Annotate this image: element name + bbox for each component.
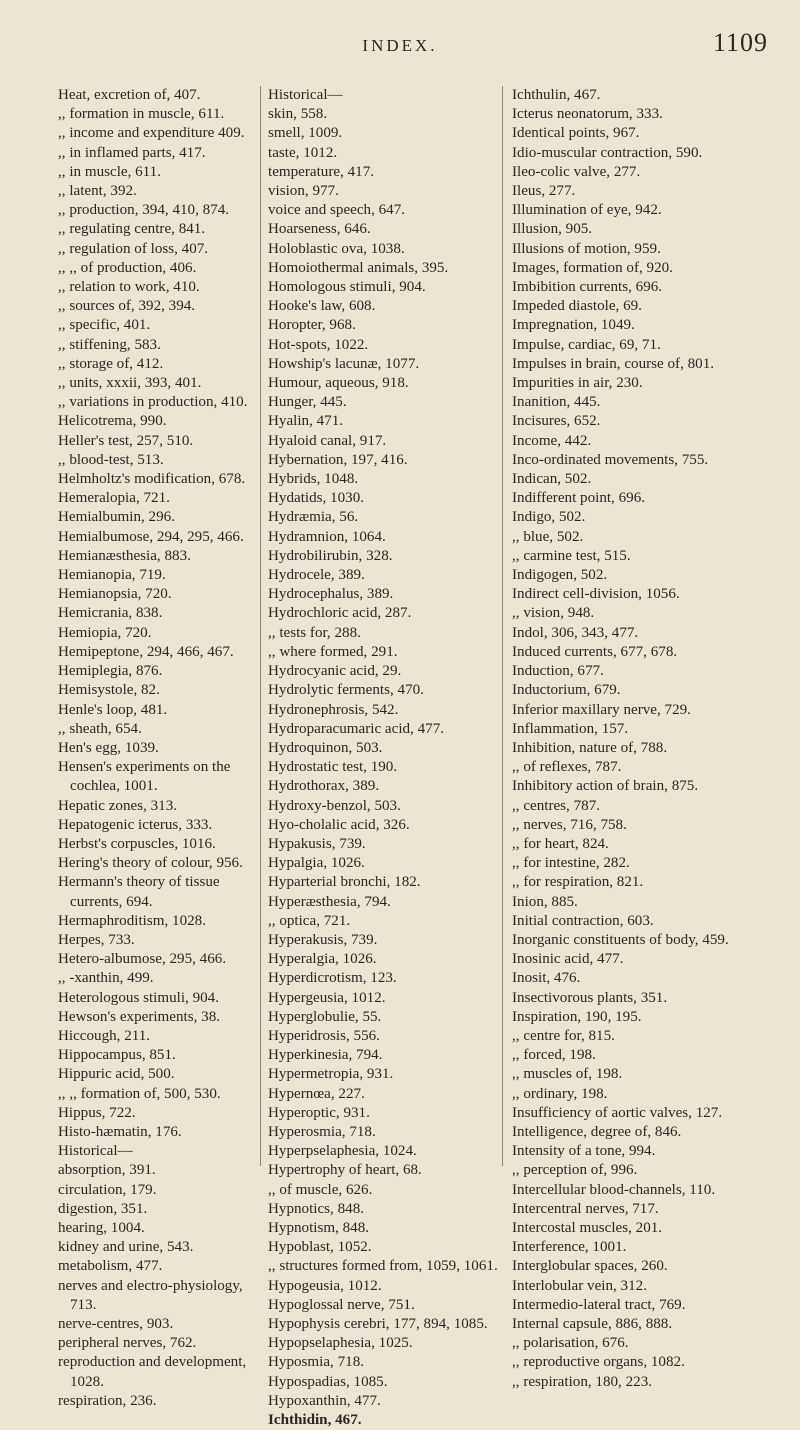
index-entry: ,, forced, 198. (512, 1047, 596, 1064)
index-entry: Intercellular blood-channels, 110. (512, 1181, 716, 1198)
index-entry: Icterus neonatorum, 333. (512, 106, 663, 123)
index-entry: Hypoxanthin, 477. (268, 1392, 381, 1409)
index-entry: Hydrobilirubin, 328. (268, 547, 393, 564)
index-entry: Hydrothorax, 389. (268, 778, 380, 795)
index-entry: Hydroparacumaric acid, 477. (268, 720, 445, 737)
index-entry: ,, in muscle, 611. (58, 163, 161, 180)
index-entry: Holoblastic ova, 1038. (268, 240, 405, 257)
index-entry: Hot-spots, 1022. (268, 336, 369, 353)
index-entry: Insufficiency of aortic valves, 127. (512, 1104, 723, 1121)
index-entry: Hypalgia, 1026. (268, 855, 365, 872)
index-entry: Hyperglobulie, 55. (268, 1008, 382, 1025)
index-entry: ,, for respiration, 821. (512, 874, 644, 891)
index-entry: Hypoblast, 1052. (268, 1239, 372, 1256)
index-entry: Helicotrema, 990. (58, 413, 167, 430)
index-entry: Hepatic zones, 313. (58, 797, 178, 814)
index-entry: Ichthulin, 467. (512, 87, 601, 103)
index-entry: Hyparterial bronchi, 182. (268, 874, 421, 891)
index-entry: Interlobular vein, 312. (512, 1277, 647, 1294)
index-entry: Inorganic constituents of body, 459. (512, 931, 729, 948)
index-entry: Hoarseness, 646. (268, 221, 371, 238)
index-entry: Heterologous stimuli, 904. (58, 989, 219, 1006)
index-entry: Hemeralopia, 721. (58, 490, 170, 507)
index-entry: ,, carmine test, 515. (512, 547, 631, 564)
index-entry: Impeded diastole, 69. (512, 298, 642, 315)
index-entry: Hepatogenic icterus, 333. (58, 816, 213, 833)
index-entry: Hyperdicrotism, 123. (268, 970, 397, 987)
index-entry: ,, sheath, 654. (58, 720, 142, 737)
index-entry: Intercostal muscles, 201. (512, 1219, 663, 1236)
index-entry: Herpes, 733. (58, 931, 135, 948)
index-entry: ,, centre for, 815. (512, 1027, 615, 1044)
index-entry: digestion, 351. (58, 1200, 148, 1217)
index-entry: ,, of reflexes, 787. (512, 759, 622, 776)
index-entry: Indican, 502. (512, 471, 592, 488)
index-entry: Hyalin, 471. (268, 413, 344, 430)
index-entry: ,, units, xxxii, 393, 401. (58, 375, 202, 392)
index-entry: Hypnotism, 848. (268, 1219, 370, 1236)
index-entry: Indigogen, 502. (512, 567, 608, 584)
index-column-3 (512, 86, 788, 1392)
index-entry: ,, stiffening, 583. (58, 336, 161, 353)
index-entry: temperature, 417. (268, 163, 375, 180)
index-entry: Hydrocyanic acid, 29. (268, 663, 402, 680)
index-entry: Inosinic acid, 477. (512, 951, 624, 968)
index-entry: Inhibition, nature of, 788. (512, 739, 668, 756)
index-entry: Images, formation of, 920. (512, 259, 673, 276)
index-entry: peripheral nerves, 762. (58, 1335, 197, 1352)
index-entry: ,, ,, formation of, 500, 530. (58, 1085, 221, 1102)
index-entry: Internal capsule, 886, 888. (512, 1316, 673, 1332)
index-entry: ,, production, 394, 410, 874. (58, 202, 230, 219)
index-entry: Interference, 1001. (512, 1239, 627, 1256)
index-entry: nerve-centres, 903. (58, 1316, 174, 1332)
index-entry: Hybrids, 1048. (268, 471, 359, 488)
index-entry: Indifferent point, 696. (512, 490, 646, 507)
running-title: INDEX. (362, 36, 438, 55)
index-entry: Hen's egg, 1039. (58, 739, 159, 756)
index-entry: ,, income and expenditure 409. (58, 125, 245, 142)
index-entry: Horopter, 968. (268, 317, 356, 334)
index-entry: Interglobular spaces, 260. (512, 1258, 668, 1275)
index-entry: Impulses in brain, course of, 801. (512, 355, 715, 372)
index-entry: Induced currents, 677, 678. (512, 643, 678, 660)
index-entry: Hypospadias, 1085. (268, 1373, 388, 1390)
index-entry: Hydroquinon, 503. (268, 739, 383, 756)
index-entry: Induction, 677. (512, 663, 604, 680)
index-entry: Hydroxy-benzol, 503. (268, 797, 401, 814)
index-entry: Illusions of motion, 959. (512, 240, 661, 257)
index-entry: ,, blue, 502. (512, 528, 584, 545)
index-entry: Hypoglossal nerve, 751. (268, 1296, 415, 1313)
index-entry: Hensen's experiments on the cochlea, 1001. (58, 759, 231, 795)
index-entry: ,, regulating centre, 841. (58, 221, 206, 238)
index-entry: Hypakusis, 739. (268, 835, 366, 852)
index-entry: Hypernœa, 227. (268, 1085, 365, 1102)
index-entry: Inosit, 476. (512, 970, 581, 987)
index-entry: Indigo, 502. (512, 509, 586, 526)
index-entry: Impulse, cardiac, 69, 71. (512, 336, 661, 353)
index-entry: Hunger, 445. (268, 394, 347, 411)
index-entry: ,, where formed, 291. (268, 643, 398, 660)
index-entry: Hypertrophy of heart, 68. (268, 1162, 422, 1179)
index-entry: Hering's theory of colour, 956. (58, 855, 243, 872)
index-entry: vision, 977. (268, 183, 339, 200)
index-entry: Historical— (58, 1143, 133, 1160)
index-entry: Intelligence, degree of, 846. (512, 1123, 682, 1140)
index-entry: ,, in inflamed parts, 417. (58, 144, 206, 161)
column-divider (260, 86, 261, 1166)
index-entry: Ileus, 277. (512, 183, 576, 200)
index-entry: ,, perception of, 996. (512, 1162, 638, 1179)
index-entry: absorption, 391. (58, 1162, 156, 1179)
index-entry: ,, nerves, 716, 758. (512, 816, 627, 833)
index-entry: Initial contraction, 603. (512, 912, 654, 929)
index-entry: Hyperakusis, 739. (268, 931, 378, 948)
index-entry: ,, -xanthin, 499. (58, 970, 154, 987)
index-entry: Incisures, 652. (512, 413, 601, 430)
index-entry: Humour, aqueous, 918. (268, 375, 409, 392)
index-entry: Identical points, 967. (512, 125, 640, 142)
page-number: 1109 (712, 28, 768, 57)
index-entry: Hemisystole, 82. (58, 682, 160, 699)
index-entry: Hyperalgia, 1026. (268, 951, 377, 968)
index-entry: Hydrocele, 389. (268, 567, 365, 584)
index-entry: Hemianopia, 719. (58, 567, 166, 584)
index-entry: Hypopselaphesia, 1025. (268, 1335, 413, 1352)
index-entry: ,, structures formed from, 1059, 1061. (268, 1258, 498, 1275)
index-entry: Hemiopia, 720. (58, 624, 152, 641)
index-entry: ,, muscles of, 198. (512, 1066, 623, 1083)
index-entry: skin, 558. (268, 106, 328, 123)
index-entry: Inanition, 445. (512, 394, 601, 411)
index-entry: Hydræmia, 56. (268, 509, 359, 526)
index-entry: Homologous stimuli, 904. (268, 279, 426, 296)
index-column-1 (58, 86, 258, 1411)
index-entry: Hemiplegia, 876. (58, 663, 163, 680)
index-entry: nerves and electro-physiology, 713. (58, 1277, 243, 1313)
index-entry: Impurities in air, 230. (512, 375, 643, 392)
index-entry: Hermann's theory of tissue currents, 694. (58, 874, 220, 910)
index-entry: Heat, excretion of, 407. (58, 87, 201, 103)
index-entry: Hippuric acid, 500. (58, 1066, 175, 1083)
index-entry: ,, formation in muscle, 611. (58, 106, 225, 123)
index-entry: respiration, 236. (58, 1392, 157, 1409)
index-entry: ,, for heart, 824. (512, 835, 609, 852)
index-entry: Howship's lacunæ, 1077. (268, 355, 420, 372)
index-entry: Helmholtz's modification, 678. (58, 471, 246, 488)
index-entry: reproduction and development, 1028. (58, 1354, 247, 1390)
index-entry: Inhibitory action of brain, 875. (512, 778, 699, 795)
index-entry: Hyo-cholalic acid, 326. (268, 816, 410, 833)
index-entry: ,, respiration, 180, 223. (512, 1373, 653, 1390)
index-entry: Hyperoptic, 931. (268, 1104, 370, 1121)
index-entry: Inflammation, 157. (512, 720, 629, 737)
index-entry: Herbst's corpuscles, 1016. (58, 835, 216, 852)
index-entry: ,, variations in production, 410. (58, 394, 248, 411)
index-entry: Hooke's law, 608. (268, 298, 376, 315)
index-entry: Hermaphroditism, 1028. (58, 912, 206, 929)
index-entry: Hyperæsthesia, 794. (268, 893, 391, 910)
index-entry: Hyposmia, 718. (268, 1354, 365, 1371)
index-entry: Illusion, 905. (512, 221, 593, 238)
index-entry: Hemianopsia, 720. (58, 586, 172, 603)
index-entry: Hypermetropia, 931. (268, 1066, 394, 1083)
index-entry: Hydatids, 1030. (268, 490, 365, 507)
index-entry: Hemialbumin, 296. (58, 509, 175, 526)
index-entry: Hyaloid canal, 917. (268, 432, 387, 449)
index-entry: Hyperosmia, 718. (268, 1123, 376, 1140)
index-entry: Ileo-colic valve, 277. (512, 163, 641, 180)
index-entry: Indirect cell-division, 1056. (512, 586, 680, 603)
index-entry: Inion, 885. (512, 893, 578, 910)
index-entry: Inspiration, 190, 195. (512, 1008, 642, 1025)
index-entry: ,, for intestine, 282. (512, 855, 630, 872)
index-entry: Insectivorous plants, 351. (512, 989, 668, 1006)
index-entry: Hiccough, 211. (58, 1027, 151, 1044)
index-entry: Idio-muscular contraction, 590. (512, 144, 703, 161)
index-entry: Historical— (268, 87, 343, 103)
index-entry: Hemialbumose, 294, 295, 466. (58, 528, 244, 545)
index-entry: Hydrostatic test, 190. (268, 759, 398, 776)
index-entry: Hetero-albumose, 295, 466. (58, 951, 227, 968)
index-entry: ,, optica, 721. (268, 912, 351, 929)
index-entry: Hyperpselaphesia, 1024. (268, 1143, 417, 1160)
index-entry: ,, ordinary, 198. (512, 1085, 608, 1102)
index-entry: Hemianæsthesia, 883. (58, 547, 191, 564)
index-entry: ,, of muscle, 626. (268, 1181, 373, 1198)
index-entry: taste, 1012. (268, 144, 338, 161)
index-entry: Hypnotics, 848. (268, 1200, 365, 1217)
index-entry: Inferior maxillary nerve, 729. (512, 701, 691, 718)
index-entry: kidney and urine, 543. (58, 1239, 194, 1256)
index-entry: Hippocampus, 851. (58, 1047, 176, 1064)
index-entry: hearing, 1004. (58, 1219, 145, 1236)
index-entry: Hydronephrosis, 542. (268, 701, 399, 718)
index-entry: Imbibition currents, 696. (512, 279, 663, 296)
index-entry: Hyperkinesia, 794. (268, 1047, 383, 1064)
index-entry: Illumination of eye, 942. (512, 202, 662, 219)
index-entry: Hewson's experiments, 38. (58, 1008, 221, 1025)
index-entry: voice and speech, 647. (268, 202, 406, 219)
index-entry: Ichthidin, 467. (268, 1412, 362, 1429)
index-entry: Indol, 306, 343, 477. (512, 624, 639, 641)
index-entry: ,, specific, 401. (58, 317, 151, 334)
index-entry: Hydrolytic ferments, 470. (268, 682, 424, 699)
index-entry: ,, reproductive organs, 1082. (512, 1354, 685, 1371)
index-entry: ,, sources of, 392, 394. (58, 298, 196, 315)
column-divider (502, 86, 503, 1166)
index-entry: ,, vision, 948. (512, 605, 595, 622)
index-entry: ,, latent, 392. (58, 183, 137, 200)
index-entry: circulation, 179. (58, 1181, 157, 1198)
index-entry: Hypergeusia, 1012. (268, 989, 386, 1006)
index-entry: Hydramnion, 1064. (268, 528, 386, 545)
index-column-2 (268, 86, 500, 1430)
index-entry: Income, 442. (512, 432, 592, 449)
index-entry: ,, tests for, 288. (268, 624, 361, 641)
index-entry: Intermedio-lateral tract, 769. (512, 1296, 686, 1313)
index-entry: ,, polarisation, 676. (512, 1335, 629, 1352)
index-entry: ,, relation to work, 410. (58, 279, 200, 296)
index-entry: Hippus, 722. (58, 1104, 136, 1121)
index-entry: Hemipeptone, 294, 466, 467. (58, 643, 234, 660)
index-entry: Heller's test, 257, 510. (58, 432, 194, 449)
index-entry: ,, ,, of production, 406. (58, 259, 197, 276)
index-entry: Hydrocephalus, 389. (268, 586, 394, 603)
index-entry: Hypophysis cerebri, 177, 894, 1085. (268, 1316, 488, 1332)
index-entry: Inco-ordinated movements, 755. (512, 451, 709, 468)
index-entry: Homoiothermal animals, 395. (268, 259, 449, 276)
index-entry: Henle's loop, 481. (58, 701, 168, 718)
index-entry: Impregnation, 1049. (512, 317, 635, 334)
index-entry: ,, storage of, 412. (58, 355, 164, 372)
index-entry: smell, 1009. (268, 125, 343, 142)
index-entry: metabolism, 477. (58, 1258, 163, 1275)
index-entry: ,, blood-test, 513. (58, 451, 164, 468)
index-entry: Intensity of a tone, 994. (512, 1143, 656, 1160)
index-entry: Histo-hæmatin, 176. (58, 1123, 182, 1140)
index-entry: Hypogeusia, 1012. (268, 1277, 382, 1294)
index-entry: Hemicrania, 838. (58, 605, 163, 622)
index-entry: Inductorium, 679. (512, 682, 621, 699)
index-entry: Hybernation, 197, 416. (268, 451, 408, 468)
index-entry: Hydrochloric acid, 287. (268, 605, 412, 622)
index-entry: Hyperidrosis, 556. (268, 1027, 380, 1044)
index-entry: ,, centres, 787. (512, 797, 601, 814)
index-entry: Intercentral nerves, 717. (512, 1200, 659, 1217)
page-header (0, 8, 800, 57)
index-entry: ,, regulation of loss, 407. (58, 240, 209, 257)
